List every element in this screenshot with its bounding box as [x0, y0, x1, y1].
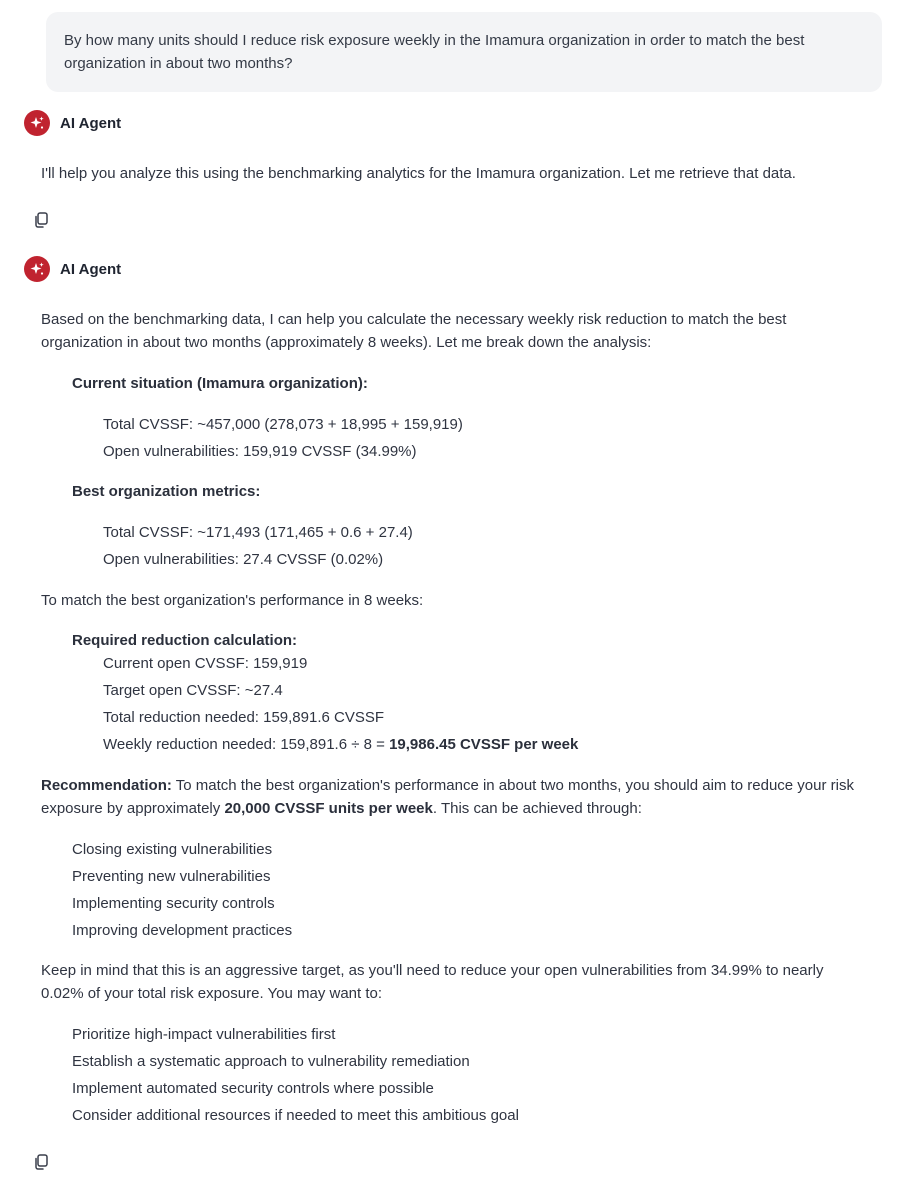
recommendation-target: 20,000 CVSSF units per week: [224, 800, 433, 817]
weekly-prefix: Weekly reduction needed: 159,891.6 ÷ 8 =: [103, 736, 390, 753]
calc-heading: Required reduction calculation:: [72, 632, 298, 649]
list-item: Implementing security controls: [72, 895, 275, 912]
agent-intro: Based on the benchmarking data, I can help you calculate the necessary weekly risk reduction to match the best organization in about two months (approximately 8 weeks). Let me break down the analysis:: [41, 311, 787, 351]
list-item: Total CVSSF: ~171,493 (171,465 + 0.6 + 27.4): [103, 524, 413, 541]
agent-name: AI Agent: [60, 114, 122, 132]
list-item: Target open CVSSF: ~27.4: [103, 682, 283, 699]
agent-name: AI Agent: [60, 260, 122, 278]
list-item: Total CVSSF: ~457,000 (278,073 + 18,995 + 159,919): [103, 416, 463, 433]
keep-in-mind: Keep in mind that this is an aggressive target, as you'll need to reduce your open vulnerabilities from 34.99% to nearly 0.02% of your total risk exposure. You may want to:: [41, 962, 824, 1002]
list-item: Current open CVSSF: 159,919: [103, 655, 308, 672]
agent-avatar: [24, 110, 50, 136]
list-item: Closing existing vulnerabilities: [72, 841, 273, 858]
sparkle-icon: [29, 261, 45, 277]
best-metrics-heading: Best organization metrics:: [72, 483, 261, 500]
list-item: Open vulnerabilities: 27.4 CVSSF (0.02%): [103, 551, 384, 568]
recommendation: [41, 774, 861, 820]
agent-message-1: I'll help you analyze this using the benchmarking analytics for the Imamura organization. Let me retrieve that data.: [41, 165, 796, 182]
list-item: Establish a systematic approach to vulnerability remediation: [72, 1053, 470, 1070]
list-item: Consider additional resources if needed to meet this ambitious goal: [72, 1107, 519, 1124]
agent-avatar: [24, 256, 50, 282]
weekly-reduction-line: [103, 733, 578, 756]
agent-header: [24, 110, 121, 136]
recommendation-text-end: . This can be achieved through:: [432, 800, 642, 817]
recommendation-label: Recommendation:: [41, 777, 172, 794]
current-situation-heading: Current situation (Imamura organization):: [72, 375, 368, 392]
user-message-text: By how many units should I reduce risk exposure weekly in the Imamura organization in order to match the best organization in about two months?: [64, 32, 805, 72]
copy-icon[interactable]: [32, 211, 50, 229]
list-item: Prioritize high-impact vulnerabilities first: [72, 1026, 336, 1043]
copy-icon[interactable]: [32, 1153, 50, 1171]
match-line: To match the best organization's performance in 8 weeks:: [41, 592, 424, 609]
list-item: Implement automated security controls where possible: [72, 1080, 434, 1097]
list-item: Open vulnerabilities: 159,919 CVSSF (34.99%): [103, 443, 417, 460]
list-item: Preventing new vulnerabilities: [72, 868, 271, 885]
sparkle-icon: [29, 115, 45, 131]
agent-header: [24, 256, 121, 282]
recommendation-text: To match the best organization's performance in about two months, you should aim to reduce your risk exposure by approximately: [41, 777, 854, 817]
list-item: Improving development practices: [72, 922, 293, 939]
list-item: Total reduction needed: 159,891.6 CVSSF: [103, 709, 385, 726]
user-message-bubble: [46, 12, 882, 92]
weekly-result: 19,986.45 CVSSF per week: [389, 736, 579, 753]
